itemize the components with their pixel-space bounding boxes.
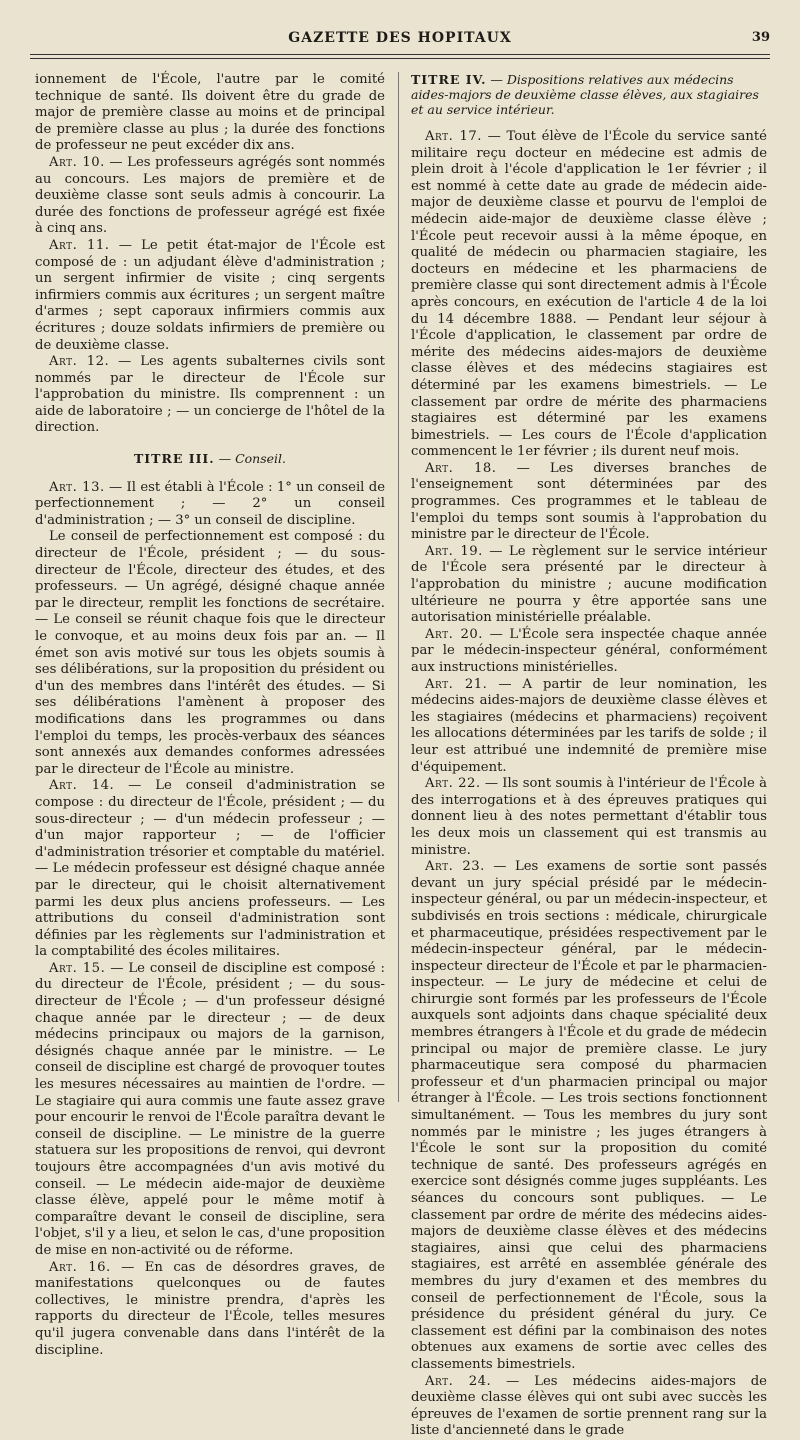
- left-column: [35, 72, 385, 1359]
- section-title: Dispositions relatives aux médecins aides-majors de deuxième classe élèves, aux stagiaires et au service intérieur.: [411, 72, 759, 117]
- column-divider: [398, 72, 399, 1102]
- article-19: [411, 544, 767, 627]
- right-column: [411, 72, 767, 1440]
- article-label: Art. 10.: [49, 154, 105, 170]
- article-text: — L'École sera inspectée chaque année par le médecin-inspecteur général, conformément aux instructions ministérielles.: [411, 626, 767, 675]
- article-12: [35, 354, 385, 437]
- article-22: [411, 776, 767, 859]
- article-text: — Ils sont soumis à l'intérieur de l'École à des interrogations et à des épreuves pratiques qui donnent lieu à des notes permettant d'établir tous les deux mois un classement qui est transmis au ministre.: [411, 776, 767, 858]
- article-label: Art. 21.: [425, 676, 488, 692]
- page-number: 39: [751, 30, 770, 45]
- article-label: Art. 13.: [49, 479, 105, 495]
- article-23: [411, 859, 767, 1373]
- section-label: TITRE IV.: [411, 72, 487, 87]
- article-text: — Tout élève de l'École du service santé militaire reçu docteur en médecine est admis de plein droit à l'école d'application le 1er février ; il est nommé à cette date au grade de médecin aide-major de deuxième classe et pourvu de l'emploi de médecin aide-major de deuxième classe élève ; l'École peut recevoir aussi à la même époque, en qualité de médecin ou pharmacien stagiaire, les docteurs en médecine et les pharmaciens de première classe qui sont directement admis à l'École après concours, en exécution de l'article 4 de la loi du 14 décembre 1888. — Pendant leur séjour à l'École d'application, le classement par ordre de mérite des médecins aides-majors de deuxième classe élèves et des médecins stagiaires est déterminé par les examens bimestriels. — Le classement par ordre de mérite des pharmaciens stagiaires est déterminé par les examens bimestriels. — Les cours de l'École d'application commencent le 1er février ; ils durent neuf mois.: [411, 129, 767, 460]
- article-label: Art. 24.: [425, 1373, 492, 1389]
- article-text: — Les diverses branches de l'enseignement sont déterminées par des programmes. Ces programmes et le tableau de l'emploi du temps sont soumis à l'approbation du ministre par le directeur de l'École.: [411, 460, 767, 543]
- article-text: — Il est établi à l'École : 1° un conseil de perfectionnement ; — 2° un conseil d'administration ; — 3° un conseil de discipline.: [35, 479, 385, 528]
- header-rule: [30, 54, 770, 55]
- page-header: [30, 26, 770, 52]
- article-label: Art. 15.: [49, 960, 106, 976]
- article-24: [411, 1374, 767, 1440]
- article-label: Art. 16.: [49, 1259, 111, 1275]
- article-10: [35, 155, 385, 238]
- article-11: [35, 238, 385, 354]
- paragraph-continued: ionnement de l'École, l'autre par le comité technique de santé. Ils doivent être du grade de major de première classe au moins et de principal de première classe au plus ; la durée des fonctions de professeur ne peut excéder dix ans.: [35, 72, 385, 154]
- article-label: Art. 19.: [425, 543, 483, 559]
- article-label: Art. 23.: [425, 859, 485, 875]
- article-18: [411, 461, 767, 544]
- article-text: — Le conseil d'administration se compose : du directeur de l'École, président ; — du sous-directeur ; — d'un médecin professeur ; — d'un major rapporteur ; — de l'officier d'administration trésorier et comptable du matériel. — Le médecin professeur est désigné chaque année par le directeur, qui le choisit alternativement parmi les deux plus anciens professeurs. — Les attributions du conseil d'administration sont définies par les règlements sur l'administration et la comptabilité des écoles militaires.: [35, 778, 385, 960]
- section-title: Conseil.: [235, 451, 286, 467]
- publication-title: GAZETTE DES HOPITAUX: [288, 30, 512, 46]
- article-text: — Les examens de sortie sont passés devant un jury spécial présidé par le médecin-inspecteur général, ou par un médecin-inspecteur, et subdivisés en trois sections : médicale, chirurgicale et pharmaceutique, présidées respectivement par le médecin-inspecteur général, par le médecin-inspecteur directeur de l'École et par le pharmacien-inspecteur. — Le jury de médecine et celui de chirurgie sont formés par les professeurs de l'École auxquels sont adjoints dans chaque spécialité deux membres étrangers à l'École et du grade de médecin principal ou major de première classe. Le jury pharmaceutique sera composé du pharmacien professeur et d'un pharmacien principal ou major étranger à l'École. — Les trois sections fonctionnent simultanément. — Tous les membres du jury sont nommés par le ministre ; les juges étrangers à l'École le sont sur la proposition du comité technique de santé. Des professeurs agrégés en exercice sont désignés comme juges suppléants. Les séances du concours sont publiques. — Le classement par ordre de mérite des médecins aides-majors de deuxième classe élèves et des médecins stagiaires, ainsi que celui des pharmaciens stagiaires, est arrêté en assemblée générale des membres du jury d'examen et des membres du conseil de perfectionnement de l'École, sous la présidence du président général du jury. Ce classement est défini par la combinaison des notes obtenues aux examens de sortie avec celles des classements bimestriels.: [411, 859, 767, 1372]
- article-16: [35, 1260, 385, 1360]
- header-rule-secondary: [30, 58, 770, 59]
- article-label: Art. 17.: [425, 129, 482, 144]
- article-text: — Le règlement sur le service intérieur de l'École sera présenté par le directeur à l'approbation du ministre ; aucune modification ultérieure ne pourra y être apportée sans une autorisation ministérielle préalable.: [411, 543, 767, 626]
- article-13: [35, 480, 385, 530]
- article-text: — Le conseil de discipline est composé : du directeur de l'École, président ; — du sous-directeur de l'École ; — d'un professeur désigné chaque année par le directeur ; — de deux médecins principaux ou majors de la garnison, désignés chaque année par le ministre. — Le conseil de discipline est chargé de provoquer toutes les mesures nécessaires au maintien de l'ordre. — Le stagiaire qui aura commis une faute assez grave pour encourir le renvoi de l'École paraîtra devant le conseil de discipline. — Le ministre de la guerre statuera sur les propositions de renvoi, qui devront toujours être accompagnées d'un avis motivé du conseil. — Le médecin aide-major de deuxième classe élève, appelé pour le même motif à comparaître devant le conseil de discipline, sera l'objet, s'il y a lieu, et selon le cas, d'une proposition de mise en non-activité ou de réforme.: [35, 960, 386, 1258]
- article-label: Art. 12.: [49, 354, 110, 370]
- article-label: Art. 18.: [425, 460, 497, 476]
- article-text: — En cas de désordres graves, de manifestations quelconques ou de fautes collectives, le ministre prendra, d'après les rapports du directeur de l'École, telles mesures qu'il jugera convenable dans dans l'intérêt de la discipline.: [35, 1259, 385, 1358]
- article-17: [411, 129, 767, 461]
- article-label: Art. 14.: [49, 778, 115, 794]
- article-14: [35, 778, 385, 961]
- article-text: — A partir de leur nomination, les médecins aides-majors de deuxième classe élèves et les stagiaires (médecins et pharmaciens) reçoivent les allocations déterminées par les tarifs de solde ; il leur est attribué une indemnité de première mise d'équipement.: [411, 676, 767, 775]
- article-text: — Les médecins aides-majors de deuxième classe élèves qui ont subi avec succès les épreuves de l'examen de sortie prennent rang sur la liste d'ancienneté dans le grade: [411, 1373, 767, 1439]
- article-label: Art. 20.: [425, 626, 483, 642]
- article-15: [35, 961, 385, 1260]
- section-heading-titre-3: TITRE III. — Conseil.: [134, 451, 286, 467]
- section-heading-titre-4: TITRE IV. — Dispositions relatives aux médecins aides-majors de deuxième classe élèves, aux stagiaires et au service intérieur.: [411, 72, 759, 117]
- article-20: [411, 627, 767, 677]
- article-label: Art. 11.: [49, 237, 110, 253]
- article-text: — Les agents subalternes civils sont nommés par le directeur de l'École sur l'approbation du ministre. Ils comprennent : un aide de laboratoire ; — un concierge de l'hôtel de la direction.: [35, 354, 385, 436]
- section-label: TITRE III.: [134, 451, 215, 467]
- article-text: — Les professeurs agrégés sont nommés au concours. Les majors de première et de deuxième classe sont seuls admis à concourir. La durée des fonctions de professeur agrégé est fixée à cinq ans.: [35, 154, 385, 237]
- article-text: — Le petit état-major de l'École est composé de : un adjudant élève d'administration ; un sergent infirmier de visite ; cinq sergents infirmiers commis aux écritures ; un sergent maître d'armes ; sept caporaux infirmiers commis aux écritures ; douze soldats infirmiers de première ou de deuxième classe.: [35, 237, 385, 353]
- paragraph-perfectionnement: Le conseil de perfectionnement est composé : du directeur de l'École, président ; — du sous-directeur de l'École, directeur des études, et des professeurs. — Un agrégé, désigné chaque année par le directeur, remplit les fonctions de secrétaire. — Le conseil se réunit chaque fois que le directeur le convoque, et au moins deux fois par an. — Il émet son avis motivé sur tous les objets soumis à ses délibérations, sur la proposition du président ou d'un des membres dans l'intérêt des études. — Si ses délibérations l'amènent à proposer des modifications dans les programmes ou dans l'emploi du temps, les procès-verbaux des séances sont annexés aux demandes conformes adressées par le directeur de l'École au ministre.: [35, 529, 385, 777]
- article-label: Art. 22.: [425, 776, 481, 792]
- article-21: [411, 677, 767, 777]
